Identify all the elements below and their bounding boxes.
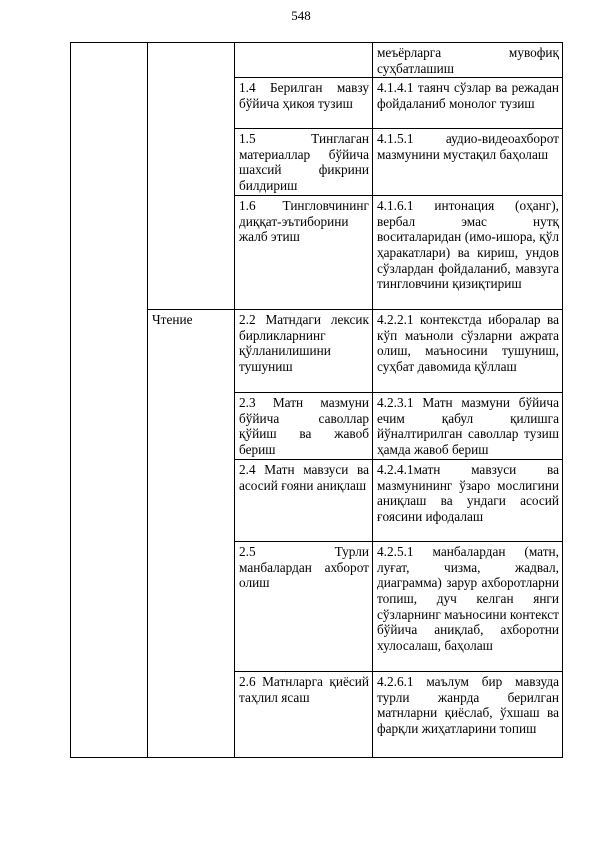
outcome-text: 4.2.3.1 Матн мазмуни бўйича ечим қабул қилишга йўналтирилган саволлар тузиш ҳамда жавоб бериш — [377, 395, 559, 457]
page-number: 548 — [291, 8, 311, 23]
outcome-cell — [373, 129, 563, 196]
outcome-cell — [373, 78, 563, 129]
skill-cell — [235, 78, 373, 129]
outcome-cell — [373, 542, 563, 672]
skill-text: 1.6 Тингловчининг диққат-эътиборини жалб этиш — [239, 198, 369, 245]
skill-text: 2.2 Матндаги лексик бирликларнинг қўлланилишини тушуниш — [239, 312, 369, 374]
skill-cell — [235, 460, 373, 542]
outcome-text: 4.2.4.1матн мавзуси ва мазмунининг ўзаро мослигини аниқлаш ва ундаги асосий ғоясини ифодалаш — [377, 462, 559, 524]
outcome-text: 4.1.6.1 интонация (оҳанг), вербал эмас нутқ воситаларидан (имо-ишора, қўл ҳаракатлари) ва кириш, ундов сўзлардан фойдаланиб, мавзуга тингловчини қизиқтириш — [377, 198, 559, 292]
table-row — [71, 43, 563, 78]
curriculum-table — [70, 42, 563, 758]
section-label: Чтение — [152, 312, 193, 328]
skill-text: 2.3 Матн мазмуни бўйича саволлар қўйиш ва жавоб бериш — [239, 395, 369, 457]
outcome-text: 4.2.6.1 маълум бир мавзуда турли жанрда берилган матнларни қиёслаб, ўхшаш ва фарқли жиҳатларини топиш — [377, 674, 559, 736]
outcome-cell — [373, 310, 563, 393]
outcome-cell — [373, 460, 563, 542]
skill-cell — [235, 196, 373, 310]
skill-cell — [235, 310, 373, 393]
grade-cell — [71, 43, 148, 758]
outcome-text: 4.2.5.1 манбалардан (матн, луғат, чизма, жадвал, диаграмма) зарур ахборотларни топиш, дуч келган янги сўзларнинг маъносини контекст бўйича аниқлаб, ахборотни хулосалаш, баҳолаш — [377, 544, 559, 653]
skill-cell — [235, 542, 373, 672]
skill-text: 1.5 Тинглаган материаллар бўйича шахсий фикрини билдириш — [239, 131, 369, 193]
skill-cell — [235, 129, 373, 196]
outcome-cell — [373, 196, 563, 310]
skill-cell — [235, 393, 373, 460]
outcome-cell — [373, 43, 563, 78]
section-cell — [148, 310, 235, 758]
skill-cell — [235, 672, 373, 758]
outcome-cell — [373, 672, 563, 758]
outcome-text: 4.1.5.1 аудио-видеоахборот мазмунини мустақил баҳолаш — [377, 131, 559, 162]
skill-text: 2.4 Матн мавзуси ва асосий ғояни аниқлаш — [239, 462, 369, 493]
outcome-text: 4.2.2.1 контекстда иборалар ва кўп маъноли сўзларни ажрата олиш, маъносини тушуниш, суҳбат давомида қўллаш — [377, 312, 559, 374]
section-cell — [148, 43, 235, 310]
outcome-text: 4.1.4.1 таянч сўзлар ва режадан фойдаланиб монолог тузиш — [377, 80, 559, 111]
skill-text: 1.4 Берилган мавзу бўйича ҳикоя тузиш — [239, 80, 369, 111]
skill-text: 2.5 Турли манбалардан ахборот олиш — [239, 544, 369, 591]
skill-cell — [235, 43, 373, 78]
outcome-cell — [373, 393, 563, 460]
outcome-text: меъёрларга мувофиқ суҳбатлашиш — [377, 45, 559, 76]
skill-text: 2.6 Матнларга қиёсий таҳлил ясаш — [239, 674, 369, 705]
